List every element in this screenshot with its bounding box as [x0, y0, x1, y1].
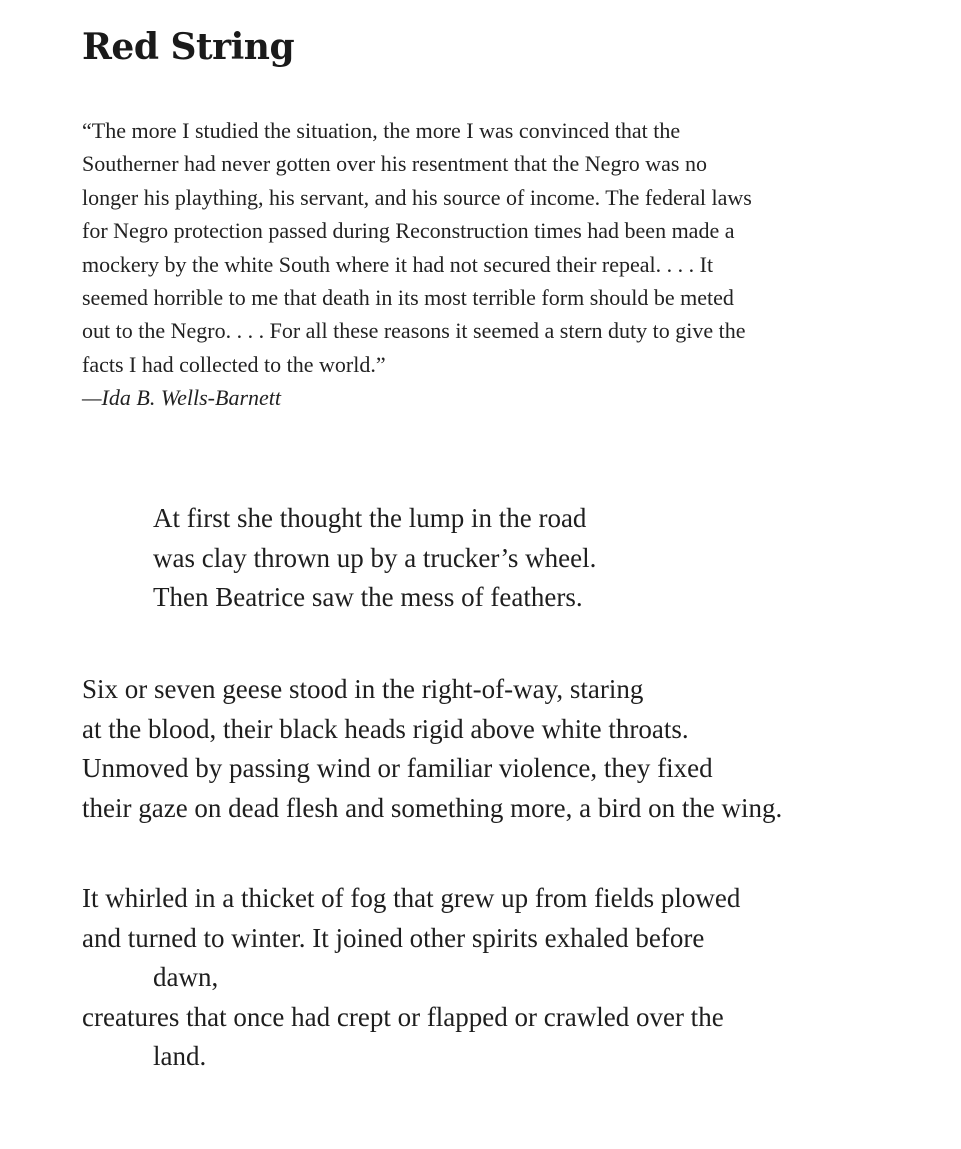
stanza-1: [82, 499, 596, 618]
poem-line: At first she thought the lump in the road: [153, 503, 587, 533]
epigraph: [82, 114, 882, 415]
poem-line: at the blood, their black heads rigid above white throats.: [82, 713, 689, 744]
stanza-2: [82, 670, 782, 828]
epigraph-line: longer his plaything, his servant, and his source of income. The federal laws: [82, 184, 752, 210]
stanza-3: [82, 879, 740, 1077]
poem-line: Six or seven geese stood in the right-of-way, staring: [82, 674, 644, 704]
poem-line: creatures that once had crept or flapped or crawled over the: [82, 1001, 724, 1032]
epigraph-line: for Negro protection passed during Reconstruction times had been made a: [82, 218, 735, 244]
poem-line: their gaze on dead flesh and something more, a bird on the wing.: [82, 792, 783, 823]
poem-line: and turned to winter. It joined other spirits exhaled before: [82, 922, 705, 953]
poem-line: Unmoved by passing wind or familiar violence, they fixed: [82, 753, 713, 784]
poem-line: It whirled in a thicket of fog that grew up from fields plowed: [82, 883, 741, 913]
epigraph-line: Southerner had never gotten over his resentment that the Negro was no: [82, 151, 707, 177]
epigraph-line: mockery by the white South where it had not secured their repeal. . . . It: [82, 251, 714, 277]
poem-title: Red String: [82, 26, 295, 68]
epigraph-attribution: —Ida B. Wells-Barnett: [82, 385, 281, 411]
poem-line: was clay thrown up by a trucker’s wheel.: [153, 542, 597, 573]
epigraph-line: “The more I studied the situation, the more I was convinced that the: [82, 118, 681, 143]
epigraph-line: seemed horrible to me that death in its most terrible form should be meted: [82, 285, 734, 311]
epigraph-line: out to the Negro. . . . For all these reasons it seemed a stern duty to give the: [82, 318, 746, 344]
poem-line-continuation: dawn,: [153, 962, 219, 993]
poem-line: Then Beatrice saw the mess of feathers.: [153, 582, 583, 613]
poem-line-continuation: land.: [153, 1041, 207, 1072]
epigraph-line: facts I had collected to the world.”: [82, 351, 386, 377]
